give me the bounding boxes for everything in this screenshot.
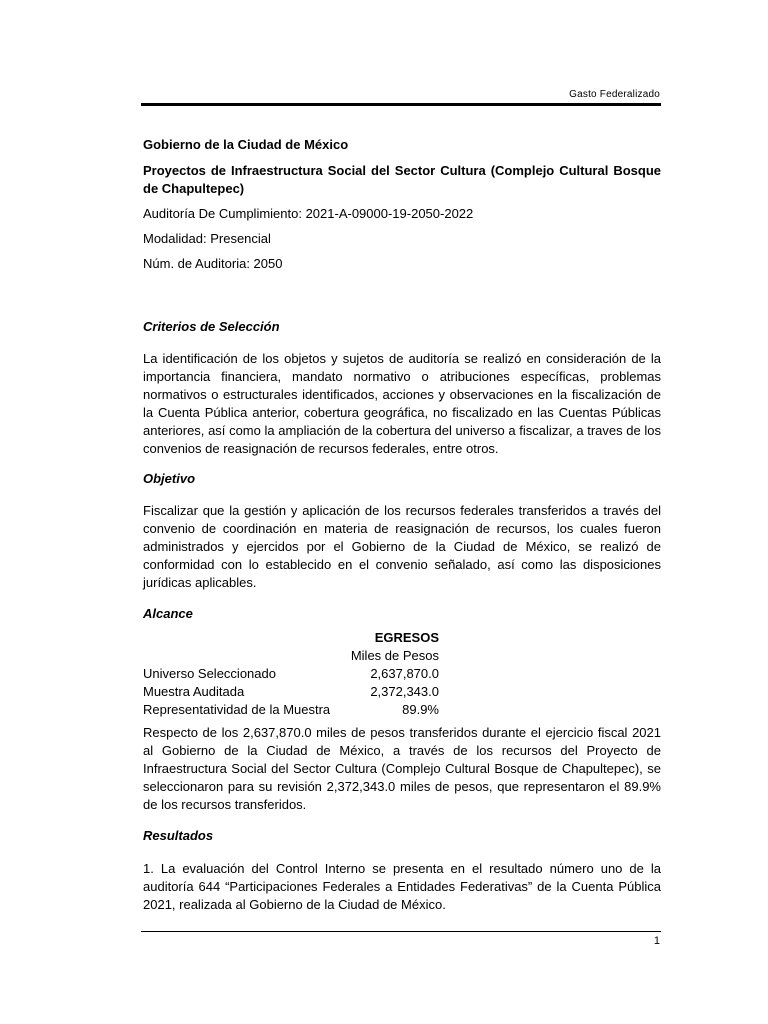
table-row <box>143 665 439 683</box>
scope-paragraph: Respecto de los 2,637,870.0 miles de pesos transferidos durante el ejercicio fiscal 2021 al Gobierno de la Ciudad de México, a través de los recursos del Proyecto de Infraestructura Social del Sector Cultura (Complejo Cultural Bosque de Chapultepec), se seleccionaron para su revisión 2,372,343.0 miles de pesos, que representaron el 89.9% de los recursos transferidos. <box>143 725 661 812</box>
audit-number: Núm. de Auditoria: 2050 <box>143 256 283 271</box>
scope-heading: Alcance <box>143 606 193 621</box>
table-heading-row <box>143 629 439 647</box>
criteria-heading: Criterios de Selección <box>143 319 280 334</box>
header-rule <box>141 103 661 106</box>
audit-type: Auditoría De Cumplimiento: 2021-A-09000-19-2050-2022 <box>143 206 474 221</box>
page-number: 1 <box>653 935 660 947</box>
column-subheading: Miles de Pesos <box>350 648 439 663</box>
row-value: 2,637,870.0 <box>370 666 439 681</box>
table-row <box>143 683 439 701</box>
row-label: Universo Seleccionado <box>143 666 276 681</box>
criteria-paragraph: La identificación de los objetos y sujetos de auditoría se realizó en consideración de la importancia financiera, mandato normativo o atribuciones específicas, problemas normativos o estructurales identificados, acciones y observaciones en la fiscalización de la Cuenta Pública anterior, cobertura geográfica, no fiscalizado en las Cuentas Públicas anteriores, así como la ampliación de la cobertura del universo a fiscalizar, a traves de los convenios de reasignación de recursos federales, entre otros. <box>143 351 661 456</box>
column-heading: EGRESOS <box>374 630 439 645</box>
audit-modality: Modalidad: Presencial <box>143 231 271 246</box>
running-header: Gasto Federalizado <box>569 89 660 100</box>
table-row <box>143 701 439 719</box>
row-label: Representatividad de la Muestra <box>143 702 331 717</box>
objective-heading: Objetivo <box>143 471 196 486</box>
row-value: 89.9% <box>402 702 439 717</box>
results-paragraph: 1. La evaluación del Control Interno se presenta en el resultado número uno de la auditoría 644 “Participaciones Federales a Entidades Federativas” de la Cuenta Pública 2021, realizada al Gobierno de la Ciudad de México. <box>143 861 661 912</box>
results-heading: Resultados <box>143 828 214 843</box>
project-title: Proyectos de Infraestructura Social del Sector Cultura (Complejo Cultural Bosque de Chapultepec) <box>143 163 661 196</box>
row-label: Muestra Auditada <box>143 684 245 699</box>
objective-paragraph: Fiscalizar que la gestión y aplicación de los recursos federales transferidos a través del convenio de coordinación en materia de reasignación de recursos, los cuales fueron administrados y ejercidos por el Gobierno de la Ciudad de México, se realizó de conformidad con lo establecido en el convenio señalado, así como las disposiciones jurídicas aplicables. <box>143 503 661 590</box>
entity-title: Gobierno de la Ciudad de México <box>143 137 349 152</box>
footer-rule <box>141 931 661 932</box>
table-subheading-row <box>143 647 439 665</box>
scope-table <box>143 629 439 719</box>
row-value: 2,372,343.0 <box>370 684 439 699</box>
